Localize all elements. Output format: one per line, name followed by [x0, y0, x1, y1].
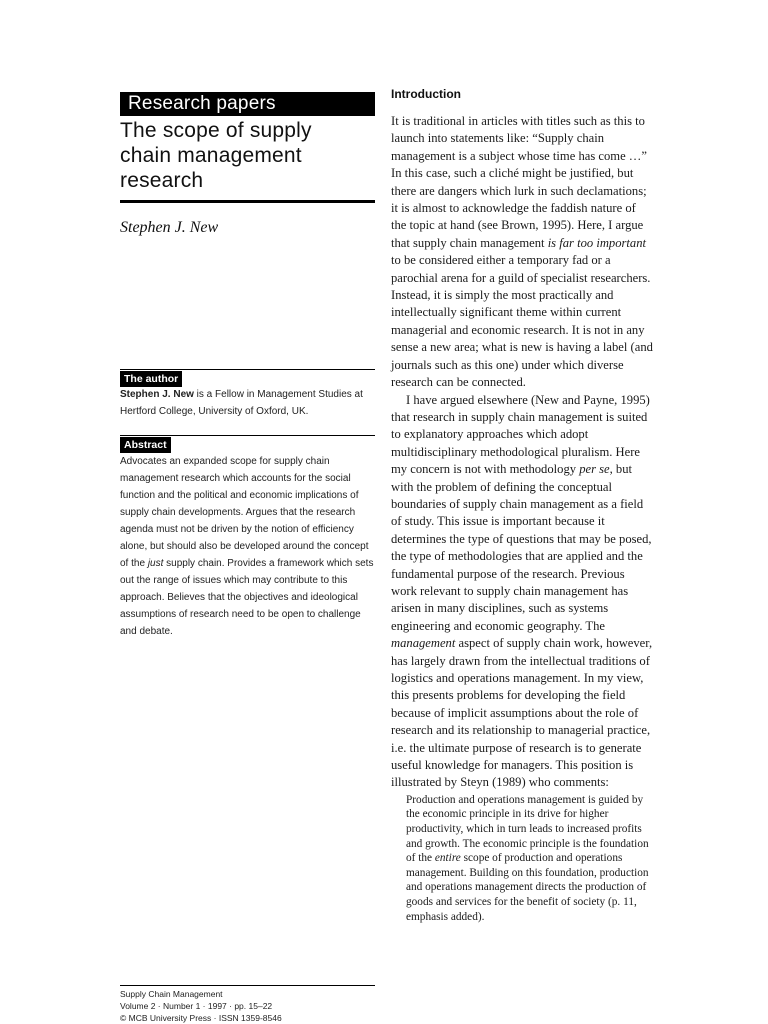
abstract-label: Abstract: [120, 437, 171, 453]
footer-journal: Supply Chain Management: [120, 989, 223, 999]
author-byline: Stephen J. New: [120, 219, 219, 236]
section-label: Research papers: [120, 92, 375, 116]
paragraph-2: I have argued elsewhere (New and Payne, 1995) that research in supply chain management is suited to explanatory approaches which adopt multidisciplinary methodological pluralism. Here my concern is not with methodology per se, but with the problem of defining the conceptual boundaries of supply chain management as a field of study. This issue is important because it determines the type of questions that may be posed, the type of methodologies that are applied and the fundamental purpose of the research. Previous work relevant to supply chain management has arisen in many disciplines, such as systems engineering and economic geography. The management aspect of supply chain work, however, has largely drawn from the intellectual traditions of logistics and operations management. In my view, this presents problems for developing the field because of implicit assumptions about the role of research and its relationship to managerial practice, i.e. the ultimate purpose of research is to generate useful knowledge for managers. This position is illustrated by Steyn (1989) who comments:: [391, 392, 653, 790]
author-box-top-rule: [120, 369, 375, 370]
title-line-3: research: [120, 169, 204, 192]
author-box-label: The author: [120, 371, 182, 387]
author-bio-name: Stephen J. New: [120, 389, 194, 400]
footer-rule: [120, 985, 375, 986]
block-quote: Production and operations management is guided by the economic principle in its drive for higher productivity, which in turn leads to increased profits and growth. The economic principle is the foundation of the entire scope of production and operations management. Building on this foundation, production and operations management directs the production of goods and services for the benefit of society (p. 11, emphasis added).: [406, 793, 649, 923]
abstract-text: Advocates an expanded scope for supply chain management research which accounts for the social function and the political and economic implications of supply chain developments. Argues that the research agenda must not be driven by the notion of efficiency alone, but should also be developed around the concept of the just supply chain. Provides a framework which sets out the range of issues which may contribute to this approach. Believes that the objectives and ideological assumptions of research need to be open to challenge and debate.: [120, 456, 374, 637]
article-title: [120, 118, 375, 193]
footer-publisher: © MCB University Press · ISSN 1359-8546: [120, 1013, 282, 1023]
footer-volume: Volume 2 · Number 1 · 1997 · pp. 15–22: [120, 1001, 273, 1011]
title-divider: [120, 200, 375, 203]
author-bio-text: is a Fellow in Management Studies at Hertford College, University of Oxford, UK.: [120, 389, 363, 417]
journal-footer: [120, 988, 380, 1024]
introduction-heading: Introduction: [391, 87, 461, 101]
author-bio: [120, 386, 378, 420]
abstract-top-rule: [120, 435, 375, 436]
paragraph-1: It is traditional in articles with titles such as this to launch into statements like: “Supply chain management is a subject whose time has come …” In this case, such a cliché might be justified, but there are dangers which lurk in such declamations; it is almost to acknowledge the faddish nature of the topic at hand (see Brown, 1995). Here, I argue that supply chain management is far too important to be considered either a temporary fad or a parochial arena for a guild of specialist researchers. Instead, it is simply the most practically and intellectually significant theme within current managerial and economic research. It is not in any sense a new area; what is new is having a label (and journals such as this one) under which diverse research can be connected.: [391, 114, 653, 390]
title-line-1: The scope of supply: [120, 119, 312, 142]
introduction-body: [391, 113, 653, 924]
title-line-2: chain management: [120, 144, 302, 167]
